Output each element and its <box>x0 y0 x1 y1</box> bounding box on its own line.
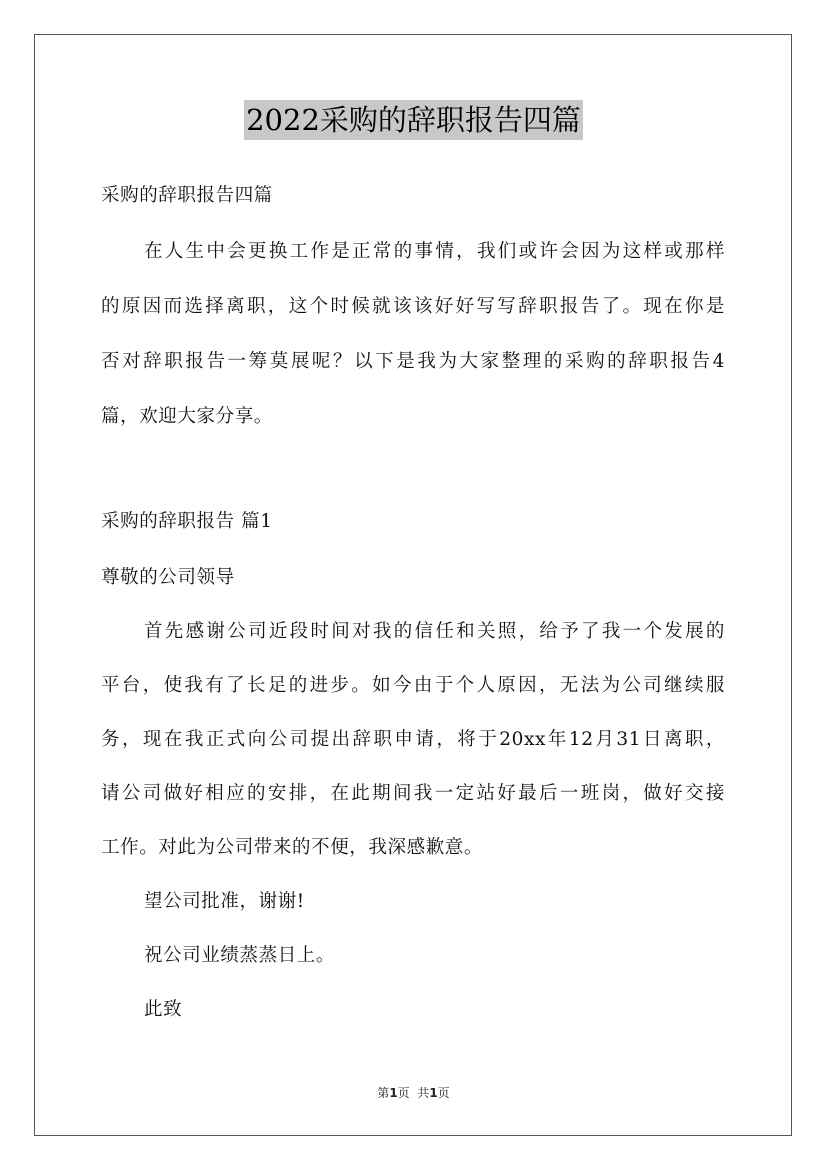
closing-line: 此致 <box>144 999 183 1020</box>
footer-page-current: 1 <box>389 1086 398 1100</box>
footer-page-prefix: 第 <box>377 1086 390 1100</box>
body-line: 务，现在我正式向公司提出辞职申请，将于20xx年12月31日离职， <box>101 729 725 750</box>
footer-page-mid: 页 共 <box>397 1086 430 1100</box>
title-wrap <box>0 100 827 140</box>
body-line: 平台，使我有了长足的进步。如今由于个人原因，无法为公司继续服 <box>101 675 725 696</box>
document-subtitle: 采购的辞职报告四篇 <box>101 185 273 206</box>
section-heading: 采购的辞职报告 篇1 <box>101 511 273 532</box>
intro-line: 的原因而选择离职，这个时候就该该好好写写辞职报告了。现在你是 <box>101 296 725 317</box>
body-line: 请公司做好相应的安排，在此期间我一定站好最后一班岗，做好交接 <box>101 783 725 804</box>
intro-line: 篇，欢迎大家分享。 <box>101 406 273 427</box>
closing-line: 祝公司业绩蒸蒸日上。 <box>144 945 336 966</box>
intro-line: 在人生中会更换工作是正常的事情，我们或许会因为这样或那样 <box>144 241 725 262</box>
closing-line: 望公司批准，谢谢! <box>144 891 305 912</box>
document-title: 2022采购的辞职报告四篇 <box>244 100 583 140</box>
body-line: 工作。对此为公司带来的不便，我深感歉意。 <box>101 837 484 858</box>
footer-page-total: 1 <box>429 1086 438 1100</box>
footer-page-suffix: 页 <box>437 1086 450 1100</box>
body-line: 首先感谢公司近段时间对我的信任和关照，给予了我一个发展的 <box>144 621 725 642</box>
intro-line: 否对辞职报告一筹莫展呢？以下是我为大家整理的采购的辞职报告4 <box>101 351 725 372</box>
salutation: 尊敬的公司领导 <box>101 567 235 588</box>
page-footer <box>0 1084 827 1101</box>
